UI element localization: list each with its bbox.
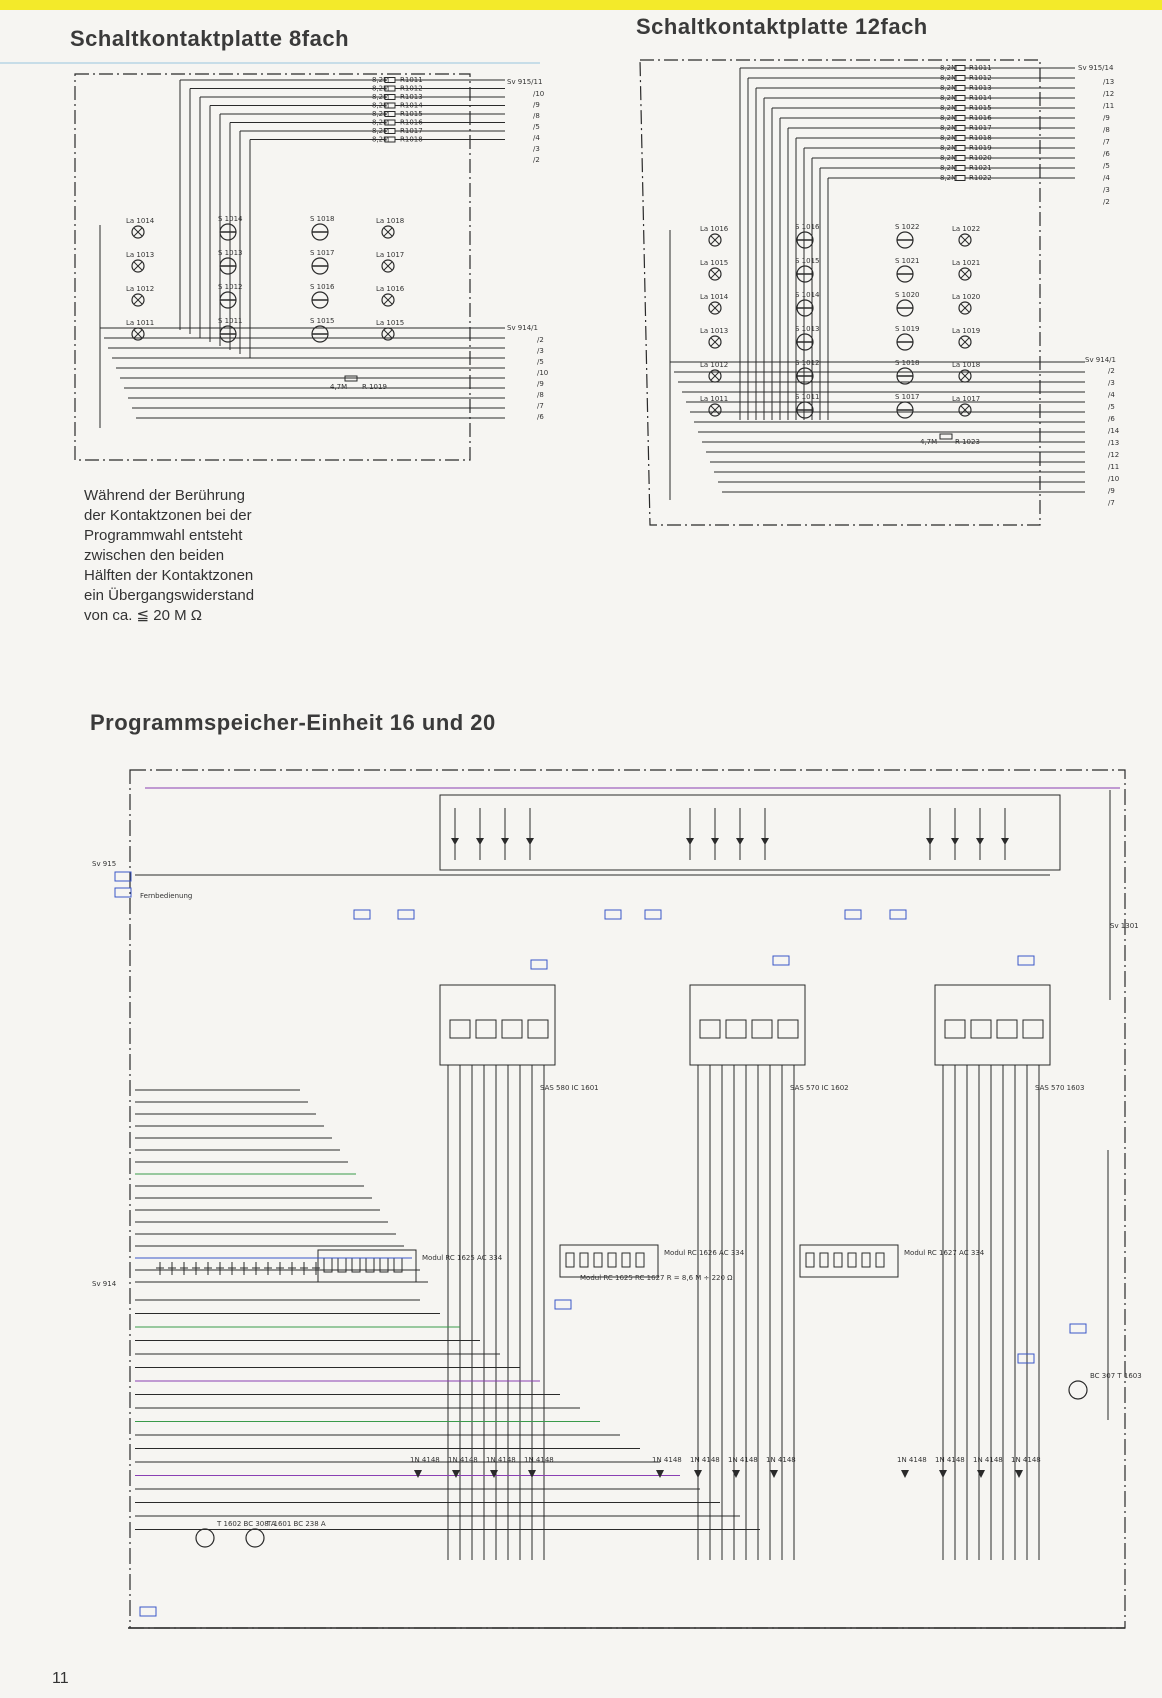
- plate12-res-value: 8,2M: [940, 124, 958, 132]
- plate8-switch-label: S 1012: [218, 283, 243, 291]
- plate12-switch-label: S 1018: [895, 359, 920, 367]
- plate12-pin: /5: [1108, 403, 1115, 411]
- connector-label: Sv 914: [92, 1280, 117, 1288]
- note-line: ein Übergangswiderstand: [84, 587, 255, 604]
- modul-resistor: [876, 1253, 884, 1267]
- plate8-title: Schaltkontaktplatte 8fach: [70, 26, 350, 51]
- blue-tag: [605, 910, 621, 919]
- plate8-switch-label: S 1016: [310, 283, 335, 291]
- note-line: Hälften der Kontaktzonen: [84, 567, 254, 584]
- plate12-res-value: 8,2M: [940, 164, 958, 172]
- plate8-pin: /3: [533, 145, 540, 153]
- plate8-res-label: R1017: [400, 127, 423, 135]
- blue-tag: [1070, 1324, 1086, 1333]
- ic-cell: [476, 1020, 496, 1038]
- plate12-pin: /10: [1108, 475, 1120, 483]
- modul-block: [800, 1245, 898, 1277]
- plate12-pin: /13: [1108, 439, 1120, 447]
- blue-tag: [115, 872, 131, 881]
- ic-cell: [945, 1020, 965, 1038]
- plate8-res-label: R1016: [400, 118, 423, 127]
- plate8-pin: /10: [537, 369, 549, 377]
- ic-block: [690, 985, 805, 1065]
- blue-tag: [773, 956, 789, 965]
- memory-title: Programmspeicher-Einheit 16 und 20: [90, 710, 496, 735]
- diode-label: 1N 4148: [728, 1456, 758, 1464]
- modul-block: [318, 1250, 416, 1282]
- plate8-pin: /9: [537, 380, 544, 388]
- diode-bank-box: [440, 795, 1060, 870]
- plate8-pin: /2: [537, 336, 544, 344]
- plate12-pin: /8: [1103, 126, 1110, 134]
- plate12-switch-label: S 1015: [795, 257, 820, 265]
- plate8-lamp-label: La 1015: [376, 319, 405, 327]
- plate12-pin: /5: [1103, 162, 1110, 170]
- plate12-res-value: 8,2M: [940, 154, 958, 162]
- plate12-res-value: 8,2M: [940, 144, 958, 152]
- plate12-switch-label: S 1014: [795, 291, 820, 299]
- plate12-pin: /14: [1108, 427, 1120, 435]
- plate12-pin: /7: [1108, 499, 1115, 507]
- plate12-bottom-res-label: R 1023: [955, 438, 980, 446]
- plate12-switch-label: S 1019: [895, 325, 920, 333]
- output-diode: [1015, 1470, 1023, 1478]
- plate8-switch-label: S 1018: [310, 215, 335, 223]
- output-diode: [528, 1470, 536, 1478]
- plate8-switch-label: S 1017: [310, 249, 335, 257]
- transistor-label: T 1601 BC 238 A: [267, 1520, 326, 1528]
- diode-label: 1N 4148: [935, 1456, 965, 1464]
- plate12-res-label: R1018: [969, 134, 992, 142]
- diode-label: 1N 4148: [690, 1456, 720, 1464]
- modul-resistor: [862, 1253, 870, 1267]
- modul-note: Modul RC 1625 RC 1627 R = 8,6 M ÷ 220 Ω: [580, 1274, 733, 1282]
- plate8-pin: /7: [537, 402, 544, 410]
- plate8-res-label: R1014: [400, 101, 423, 110]
- ic-label: SAS 580 IC 1601: [540, 1084, 599, 1092]
- plate12-bottom-res-value: 4,7M: [920, 438, 938, 446]
- plate12-res-value: 8,2M: [940, 174, 958, 182]
- plate8-res-value: 8,2M: [372, 110, 390, 118]
- plate12-lamp-label: La 1019: [952, 327, 981, 335]
- diode-label: 1N 4148: [486, 1456, 516, 1464]
- plate8-lamp-label: La 1012: [126, 285, 155, 293]
- plate12-res-label: R1020: [969, 154, 992, 162]
- output-diode: [656, 1470, 664, 1478]
- plate12-pin: /3: [1103, 186, 1110, 194]
- note-line: Programmwahl entsteht: [84, 527, 243, 544]
- ic-cell: [528, 1020, 548, 1038]
- plate12-res-value: 8,2M: [940, 134, 958, 142]
- diode-label: 1N 4148: [973, 1456, 1003, 1464]
- modul-resistor: [566, 1253, 574, 1267]
- output-diode: [770, 1470, 778, 1478]
- plate8-res-label: R1018: [400, 135, 423, 144]
- transistor-label: T 1602 BC 308 A: [217, 1520, 276, 1528]
- plate12-switch-label: S 1020: [895, 291, 920, 299]
- diode-label: 1N 4148: [1011, 1456, 1041, 1464]
- plate12-connector-bottom: Sv 914/1: [1085, 356, 1116, 364]
- transistor-label: BC 307 T 1603: [1090, 1372, 1142, 1380]
- plate8-lamp-label: La 1013: [126, 251, 155, 259]
- plate12-pin: /12: [1108, 451, 1120, 459]
- diode-label: 1N 4148: [410, 1456, 440, 1464]
- plate8-bottom-res-value: 4,7M: [330, 383, 348, 391]
- output-diode: [939, 1470, 947, 1478]
- plate8-pin: /4: [533, 134, 540, 142]
- plate12-lamp-label: La 1021: [952, 259, 981, 267]
- plate12-pin: /6: [1103, 150, 1110, 158]
- memory-frame: [130, 770, 1125, 1628]
- plate12-pin: /6: [1108, 415, 1115, 423]
- plate12-switch-label: S 1013: [795, 325, 820, 333]
- note-line: der Kontaktzonen bei der: [84, 507, 252, 524]
- modul-resistor: [820, 1253, 828, 1267]
- diode-label: 1N 4148: [524, 1456, 554, 1464]
- modul-label: Modul RC 1626 AC 334: [664, 1249, 745, 1257]
- plate8-res-value: 8,2M: [372, 76, 390, 84]
- plate12-lamp-label: La 1018: [952, 361, 981, 369]
- ic-cell: [502, 1020, 522, 1038]
- plate12-res-label: R1011: [969, 64, 992, 72]
- modul-resistor: [636, 1253, 644, 1267]
- plate8-res-value: 8,2M: [372, 93, 390, 101]
- connector-label: Sv 1301: [1110, 922, 1139, 930]
- plate12-res-label: R1012: [969, 74, 992, 82]
- page-number: 11: [52, 1670, 69, 1687]
- plate12-lamp-label: La 1020: [952, 293, 981, 301]
- plate12-res-label: R1022: [969, 174, 992, 182]
- plate8-res-label: R1013: [400, 93, 423, 101]
- plate12-connector-top: Sv 915/14: [1078, 64, 1114, 72]
- plate12-switch-label: S 1022: [895, 223, 920, 231]
- note-line: von ca. ≦ 20 M Ω: [84, 607, 202, 624]
- plate8-res-value: 8,2M: [372, 127, 390, 135]
- plate8-pin: /6: [537, 413, 544, 421]
- ic-cell: [997, 1020, 1017, 1038]
- modul-resistor: [622, 1253, 630, 1267]
- plate12-res-value: 8,2M: [940, 114, 958, 122]
- plate12-pin: /7: [1103, 138, 1110, 146]
- plate12-pin: /11: [1103, 102, 1115, 110]
- plate8-lamp-label: La 1016: [376, 285, 405, 293]
- plate8-pin: /3: [537, 347, 544, 355]
- plate8-pin: /5: [537, 358, 544, 366]
- diode-label: 1N 4148: [652, 1456, 682, 1464]
- plate12-pin: /2: [1108, 367, 1115, 375]
- plate12-res-label: R1014: [969, 94, 992, 102]
- transistor: [196, 1529, 214, 1547]
- plate12-pin: /11: [1108, 463, 1120, 471]
- plate8-pin: /8: [533, 112, 540, 120]
- plate12-pin: /12: [1103, 90, 1115, 98]
- ic-cell: [1023, 1020, 1043, 1038]
- blue-tag: [1018, 956, 1034, 965]
- plate8-res-label: R1011: [400, 76, 423, 84]
- plate12-lamp-label: La 1013: [700, 327, 729, 335]
- ic-cell: [450, 1020, 470, 1038]
- modul-resistor: [608, 1253, 616, 1267]
- modul-resistor: [848, 1253, 856, 1267]
- transistor: [1069, 1381, 1087, 1399]
- output-diode: [732, 1470, 740, 1478]
- output-diode: [901, 1470, 909, 1478]
- blue-tag: [354, 910, 370, 919]
- plate8-bottom-res-label: R 1019: [362, 383, 387, 391]
- modul-resistor: [834, 1253, 842, 1267]
- plate12-res-label: R1016: [969, 114, 992, 122]
- plate12-pin: /2: [1103, 198, 1110, 206]
- plate12-title: Schaltkontaktplatte 12fach: [636, 14, 928, 39]
- modul-label: Modul RC 1625 AC 334: [422, 1254, 503, 1262]
- plate12-switch-label: S 1016: [795, 223, 820, 231]
- plate12-lamp-label: La 1017: [952, 395, 981, 403]
- plate8-res-value: 8,2M: [372, 135, 390, 144]
- plate12-lamp-label: La 1016: [700, 225, 729, 233]
- plate8-res-value: 8,2M: [372, 84, 390, 93]
- plate8-lamp-label: La 1014: [126, 217, 155, 225]
- ic-cell: [778, 1020, 798, 1038]
- blue-tag: [845, 910, 861, 919]
- plate12-pin: /9: [1103, 114, 1110, 122]
- blue-tag: [531, 960, 547, 969]
- plate8-res-label: R1015: [400, 110, 423, 118]
- plate8-pin: /9: [533, 101, 540, 109]
- plate8-connector-top: Sv 915/11: [507, 78, 543, 86]
- plate12-res-label: R1017: [969, 124, 992, 132]
- blue-tag: [890, 910, 906, 919]
- plate12-res-value: 8,2M: [940, 84, 958, 92]
- plate12-switch-label: S 1012: [795, 359, 820, 367]
- ic-cell: [752, 1020, 772, 1038]
- plate12-res-value: 8,2M: [940, 74, 958, 82]
- plate12-pin: /9: [1108, 487, 1115, 495]
- blue-tag: [645, 910, 661, 919]
- plate12-res-value: 8,2M: [940, 64, 958, 72]
- blue-tag: [115, 888, 131, 897]
- blue-tag: [140, 1607, 156, 1616]
- fernbedienung-label: Fernbedienung: [140, 892, 193, 900]
- output-diode: [977, 1470, 985, 1478]
- plate12-switch-label: S 1011: [795, 393, 820, 401]
- diode-label: 1N 4148: [897, 1456, 927, 1464]
- output-diode: [414, 1470, 422, 1478]
- ic-cell: [726, 1020, 746, 1038]
- plate8-res-value: 8,2M: [372, 101, 390, 110]
- plate12-switch-label: S 1017: [895, 393, 920, 401]
- modul-resistor: [580, 1253, 588, 1267]
- ic-block: [935, 985, 1050, 1065]
- ic-label: SAS 570 1603: [1035, 1084, 1085, 1092]
- plate12-res-label: R1015: [969, 104, 992, 112]
- blue-tag: [555, 1300, 571, 1309]
- blue-tag: [398, 910, 414, 919]
- plate8-pin: /2: [533, 156, 540, 164]
- modul-resistor: [594, 1253, 602, 1267]
- plate8-switch-label: S 1011: [218, 317, 243, 325]
- plate12-lamp-label: La 1012: [700, 361, 729, 369]
- transistor: [246, 1529, 264, 1547]
- plate12-lamp-label: La 1014: [700, 293, 729, 301]
- output-diode: [452, 1470, 460, 1478]
- ic-block: [440, 985, 555, 1065]
- note-line: zwischen den beiden: [84, 547, 225, 564]
- plate12-res-label: R1021: [969, 164, 992, 172]
- note-line: Während der Berührung: [84, 487, 245, 504]
- plate8-connector-bottom: Sv 914/1: [507, 324, 538, 332]
- modul-label: Modul RC 1627 AC 334: [904, 1249, 985, 1257]
- plate12-switch-label: S 1021: [895, 257, 920, 265]
- plate8-lamp-label: La 1017: [376, 251, 405, 259]
- ic-label: SAS 570 IC 1602: [790, 1084, 849, 1092]
- plate12-res-label: R1013: [969, 84, 992, 92]
- modul-block: [560, 1245, 658, 1277]
- plate8-pin: /10: [533, 90, 545, 98]
- plate8-pin: /5: [533, 123, 540, 131]
- plate8-lamp-label: La 1011: [126, 319, 155, 327]
- ic-cell: [971, 1020, 991, 1038]
- blue-tag: [1018, 1354, 1034, 1363]
- plate8-switch-label: S 1014: [218, 215, 243, 223]
- plate12-pin: /4: [1108, 391, 1115, 399]
- plate12-lamp-label: La 1011: [700, 395, 729, 403]
- plate12-lamp-label: La 1015: [700, 259, 729, 267]
- plate8-switch-label: S 1013: [218, 249, 243, 257]
- output-diode: [694, 1470, 702, 1478]
- plate8-res-value: 8,2M: [372, 118, 390, 127]
- plate12-bottom-resistor: [940, 434, 952, 439]
- diode-label: 1N 4148: [766, 1456, 796, 1464]
- plate12-pin: /3: [1108, 379, 1115, 387]
- diode-label: 1N 4148: [448, 1456, 478, 1464]
- connector-label: Sv 915: [92, 860, 117, 868]
- modul-resistor: [806, 1253, 814, 1267]
- plate12-pin: /13: [1103, 78, 1115, 86]
- plate12-res-value: 8,2M: [940, 104, 958, 112]
- plate8-switch-label: S 1015: [310, 317, 335, 325]
- plate8-res-label: R1012: [400, 84, 423, 93]
- output-diode: [490, 1470, 498, 1478]
- ic-cell: [700, 1020, 720, 1038]
- plate8-lamp-label: La 1018: [376, 217, 405, 225]
- plate12-pin: /4: [1103, 174, 1110, 182]
- plate12-res-value: 8,2M: [940, 94, 958, 102]
- plate8-pin: /8: [537, 391, 544, 399]
- plate12-res-label: R1019: [969, 144, 992, 152]
- plate12-lamp-label: La 1022: [952, 225, 981, 233]
